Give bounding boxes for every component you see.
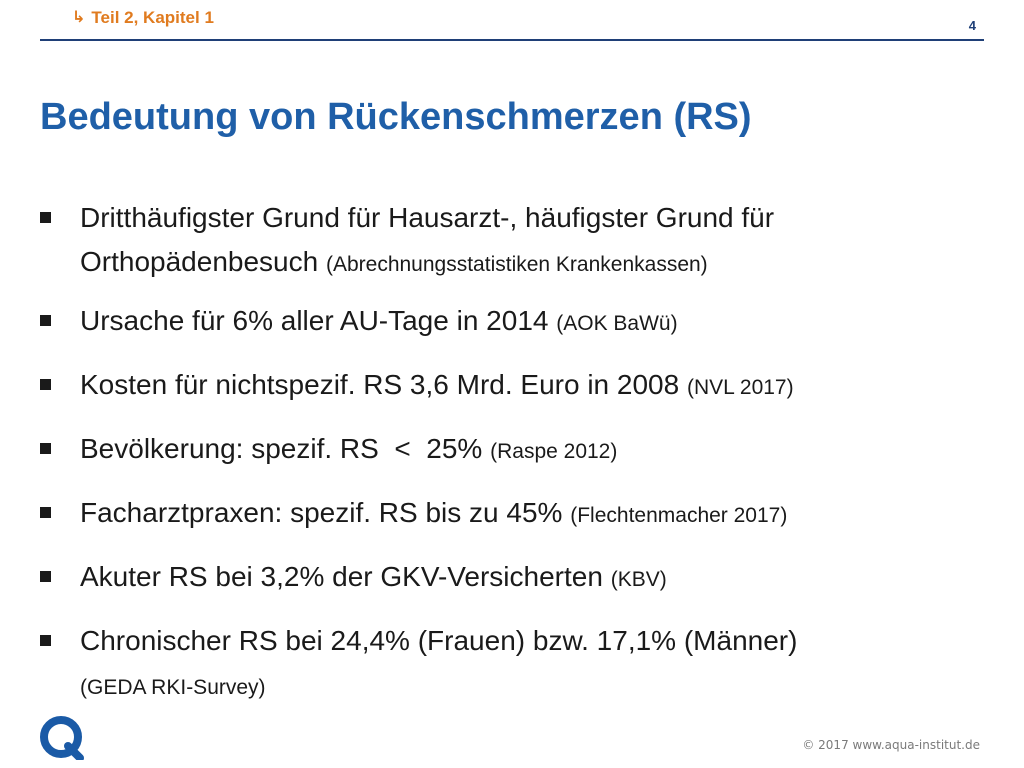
square-bullet-icon	[40, 571, 51, 582]
square-bullet-icon	[40, 315, 51, 326]
square-bullet-icon	[40, 379, 51, 390]
list-item	[40, 363, 990, 410]
list-item	[40, 299, 990, 346]
bullet-text: Kosten für nichtspezif. RS 3,6 Mrd. Euro in 2008	[80, 369, 680, 400]
bullet-text: Ursache für 6% aller AU-Tage in 2014	[80, 305, 549, 336]
bullet-source: (KBV)	[610, 568, 667, 591]
bullet-text: Bevölkerung: spezif. RS < 25%	[80, 433, 483, 464]
list-item	[40, 555, 990, 602]
bullet-source: (Abrechnungsstatistiken Krankenkassen)	[325, 253, 708, 276]
list-item	[40, 427, 990, 474]
bullet-text: Chronischer RS bei 24,4% (Frauen) bzw. 17,1% (Männer)	[80, 625, 798, 656]
square-bullet-icon	[40, 635, 51, 646]
page-title: Bedeutung von Rückenschmerzen (RS)	[40, 96, 752, 138]
breadcrumb	[72, 8, 214, 28]
footer-copyright: © 2017 www.aqua-institut.de	[802, 738, 980, 752]
arrow-return-icon: ↳	[72, 9, 86, 26]
list-item	[40, 491, 990, 538]
breadcrumb-label: Teil 2, Kapitel 1	[91, 8, 214, 27]
bullet-source: (Flechtenmacher 2017)	[570, 504, 788, 527]
square-bullet-icon	[40, 212, 51, 223]
list-item	[40, 619, 990, 710]
square-bullet-icon	[40, 507, 51, 518]
aqua-q-logo	[40, 716, 86, 760]
bullet-text: Facharztpraxen: spezif. RS bis zu 45%	[80, 497, 563, 528]
bullet-source: (AOK BaWü)	[556, 312, 678, 335]
header-divider	[40, 39, 984, 41]
bullet-source: (GEDA RKI-Survey)	[80, 676, 266, 699]
bullet-source: (NVL 2017)	[686, 376, 794, 399]
list-item	[40, 196, 990, 287]
page-number: 4	[968, 18, 976, 33]
bullet-list	[40, 196, 990, 727]
bullet-source: (Raspe 2012)	[490, 440, 618, 463]
bullet-text: Dritthäufigster Grund für Hausarzt-, häufigster Grund für Orthopädenbesuch	[80, 202, 775, 277]
bullet-text: Akuter RS bei 3,2% der GKV-Versicherten	[80, 561, 603, 592]
square-bullet-icon	[40, 443, 51, 454]
